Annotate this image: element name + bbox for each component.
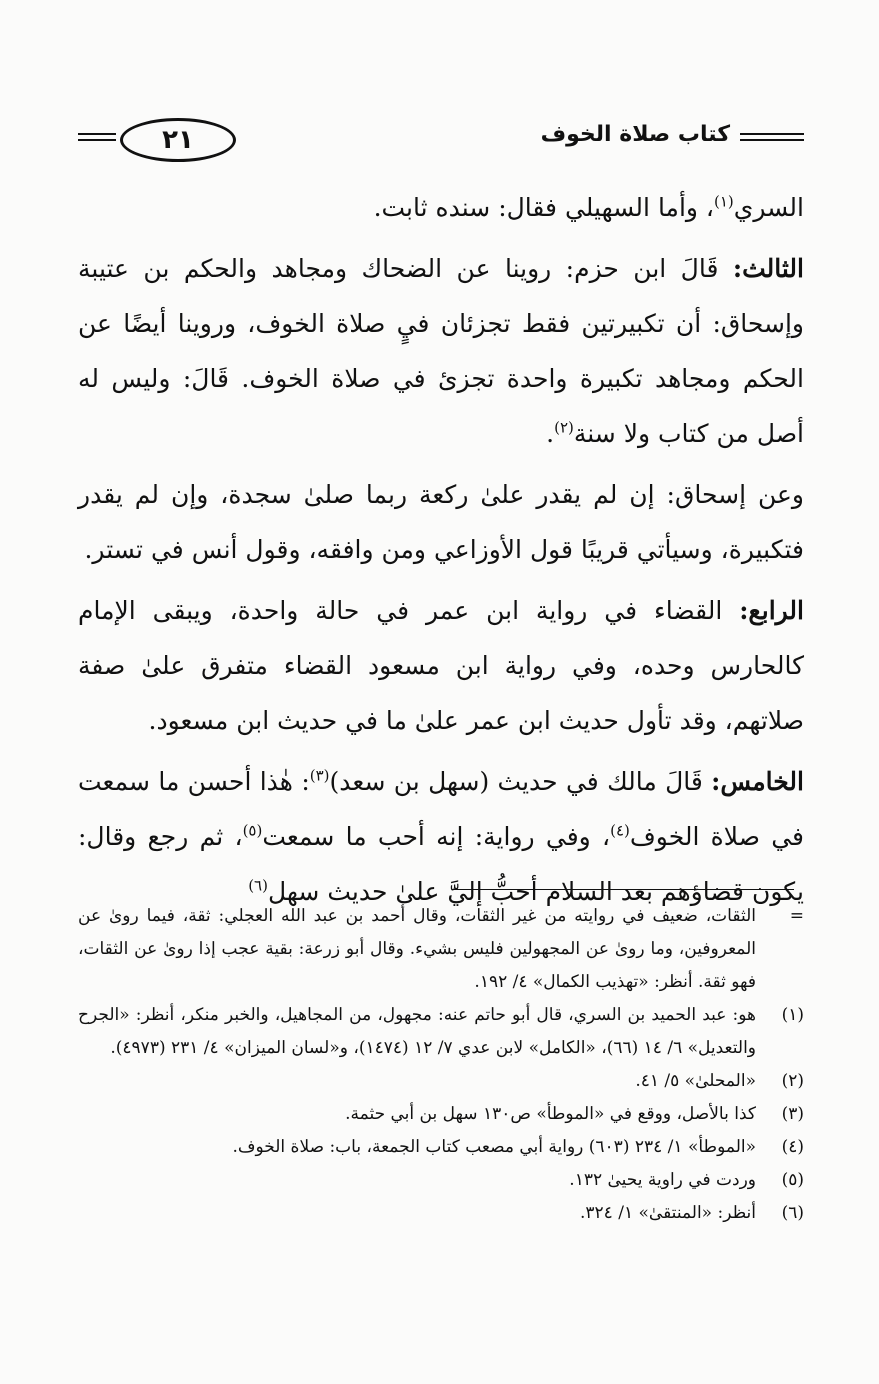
footnote-text: «المحلىٰ» ٥/ ٤١. bbox=[635, 1071, 756, 1091]
footnote-ref: (٦) bbox=[248, 876, 268, 895]
footnote-text: وردت في راوية يحيىٰ ١٣٢. bbox=[569, 1170, 756, 1190]
text-run: قَالَ مالك في حديث (سهل بن سعد) bbox=[329, 767, 712, 796]
paragraph-1 bbox=[78, 180, 804, 235]
page-header bbox=[78, 118, 804, 160]
paragraph-lead: الخامس: bbox=[711, 767, 804, 796]
footnote-text: كذا بالأصل، ووقع في «الموطأ» ص١٣٠ سهل بن أبي حثمة. bbox=[345, 1104, 756, 1124]
footnote-text: الثقات، ضعيف في روايته من غير الثقات، وقال أحمد بن عبد الله العجلي: ثقة، فيما روىٰ عن المعروفين، وما روىٰ عن المجهولين فليس بشيء. وقال أبو زرعة: بقية عجب إذا روىٰ عن الثقات، فهو ثقة. أنظر: «تهذيب الكمال» ٤/ ١٩٢. bbox=[78, 906, 756, 992]
footnote-mark: (٥) bbox=[781, 1170, 804, 1190]
footnote-continuation bbox=[78, 900, 804, 999]
paragraph-3: وعن إسحاق: إن لم يقدر علىٰ ركعة ربما صلىٰ سجدة، وإن لم يقدر فتكبيرة، وسيأتي قريبًا قول الأوزاعي ومن وافقه، وقول أنس في تستر. bbox=[78, 480, 804, 564]
footnote-1 bbox=[78, 999, 804, 1065]
paragraph-5 bbox=[78, 754, 804, 919]
footnote-text: هو: عبد الحميد بن السري، قال أبو حاتم عنه: مجهول، من المجاهيل، والخبر منكر، أنظر: «الجرح والتعديل» ٦/ ١٤ (٦٦)، «الكامل» لابن عدي ٧/ ١٢ (١٤٧٤)، و«لسان الميزان» ٤/ ٢٣١ (٤٩٧٣). bbox=[78, 1005, 756, 1058]
footnote-mark: (٦) bbox=[781, 1203, 804, 1223]
text-run: قَالَ ابن حزم: روينا عن الضحاك ومجاهد والحكم بن عتيبة وإسحاق: أن تكبيرتين فقط تجزئان فيٍ صلاة الخوف، وروينا أيضًا عن الحكم ومجاهد تكبيرة واحدة تجزئ في صلاة الخوف. قَالَ: وليس له أصل من كتاب ولا سنة bbox=[78, 254, 804, 448]
footnote-mark: (١) bbox=[781, 1005, 804, 1025]
footnote-text: «الموطأ» ١/ ٢٣٤ (٦٠٣) رواية أبي مصعب كتاب الجمعة، باب: صلاة الخوف. bbox=[232, 1137, 756, 1157]
footnote-5 bbox=[78, 1164, 804, 1197]
page-number: ٢١ bbox=[120, 118, 236, 162]
footnote-3 bbox=[78, 1098, 804, 1131]
footnote-ref: (٣) bbox=[309, 766, 330, 785]
header-rule-left bbox=[78, 133, 116, 141]
text-run: ، وفي رواية: إنه أحب ما سمعت bbox=[262, 822, 611, 851]
footnote-2 bbox=[78, 1065, 804, 1098]
footnote-text: أنظر: «المنتقىٰ» ١/ ٣٢٤. bbox=[580, 1203, 756, 1223]
footnote-mark: = bbox=[789, 906, 804, 926]
text-run: : هٰذا أحسن ما سمعت في صلاة الخوف bbox=[78, 767, 804, 851]
main-text bbox=[78, 180, 804, 925]
footnote-4 bbox=[78, 1131, 804, 1164]
text-run: السري bbox=[733, 193, 804, 222]
footnotes bbox=[78, 900, 804, 1230]
footnote-mark: (٣) bbox=[781, 1104, 804, 1124]
footnote-ref: (٢) bbox=[554, 418, 574, 437]
running-title: كتاب صلاة الخوف bbox=[540, 122, 730, 147]
footnote-ref: (١) bbox=[713, 192, 734, 211]
text-run: ، ثم رجع وقال: يكون قضاؤهم بعد السلام أحبُّ إليَّ علىٰ حديث سهل bbox=[78, 822, 804, 906]
footnote-ref: (٤) bbox=[610, 821, 630, 840]
footnote-ref: (٥) bbox=[242, 821, 263, 840]
footnote-separator bbox=[452, 889, 794, 890]
footnote-mark: (٢) bbox=[781, 1071, 804, 1091]
paragraph-2 bbox=[78, 241, 804, 461]
paragraph-lead: الرابع: bbox=[739, 596, 804, 625]
footnote-6 bbox=[78, 1197, 804, 1230]
header-rule-right bbox=[740, 133, 804, 141]
paragraph-lead: الثالث: bbox=[732, 254, 804, 283]
text-run: ، وأما السهيلي فقال: سنده ثابت. bbox=[373, 193, 714, 222]
paragraph-4 bbox=[78, 583, 804, 748]
text-run: . bbox=[546, 419, 555, 448]
footnote-mark: (٤) bbox=[781, 1137, 804, 1157]
text-run: القضاء في رواية ابن عمر في حالة واحدة، ويبقى الإمام كالحارس وحده، وفي رواية ابن مسعود القضاء متفرق علىٰ صفة صلاتهم، وقد تأول حديث ابن عمر علىٰ ما في حديث ابن مسعود. bbox=[78, 596, 804, 735]
